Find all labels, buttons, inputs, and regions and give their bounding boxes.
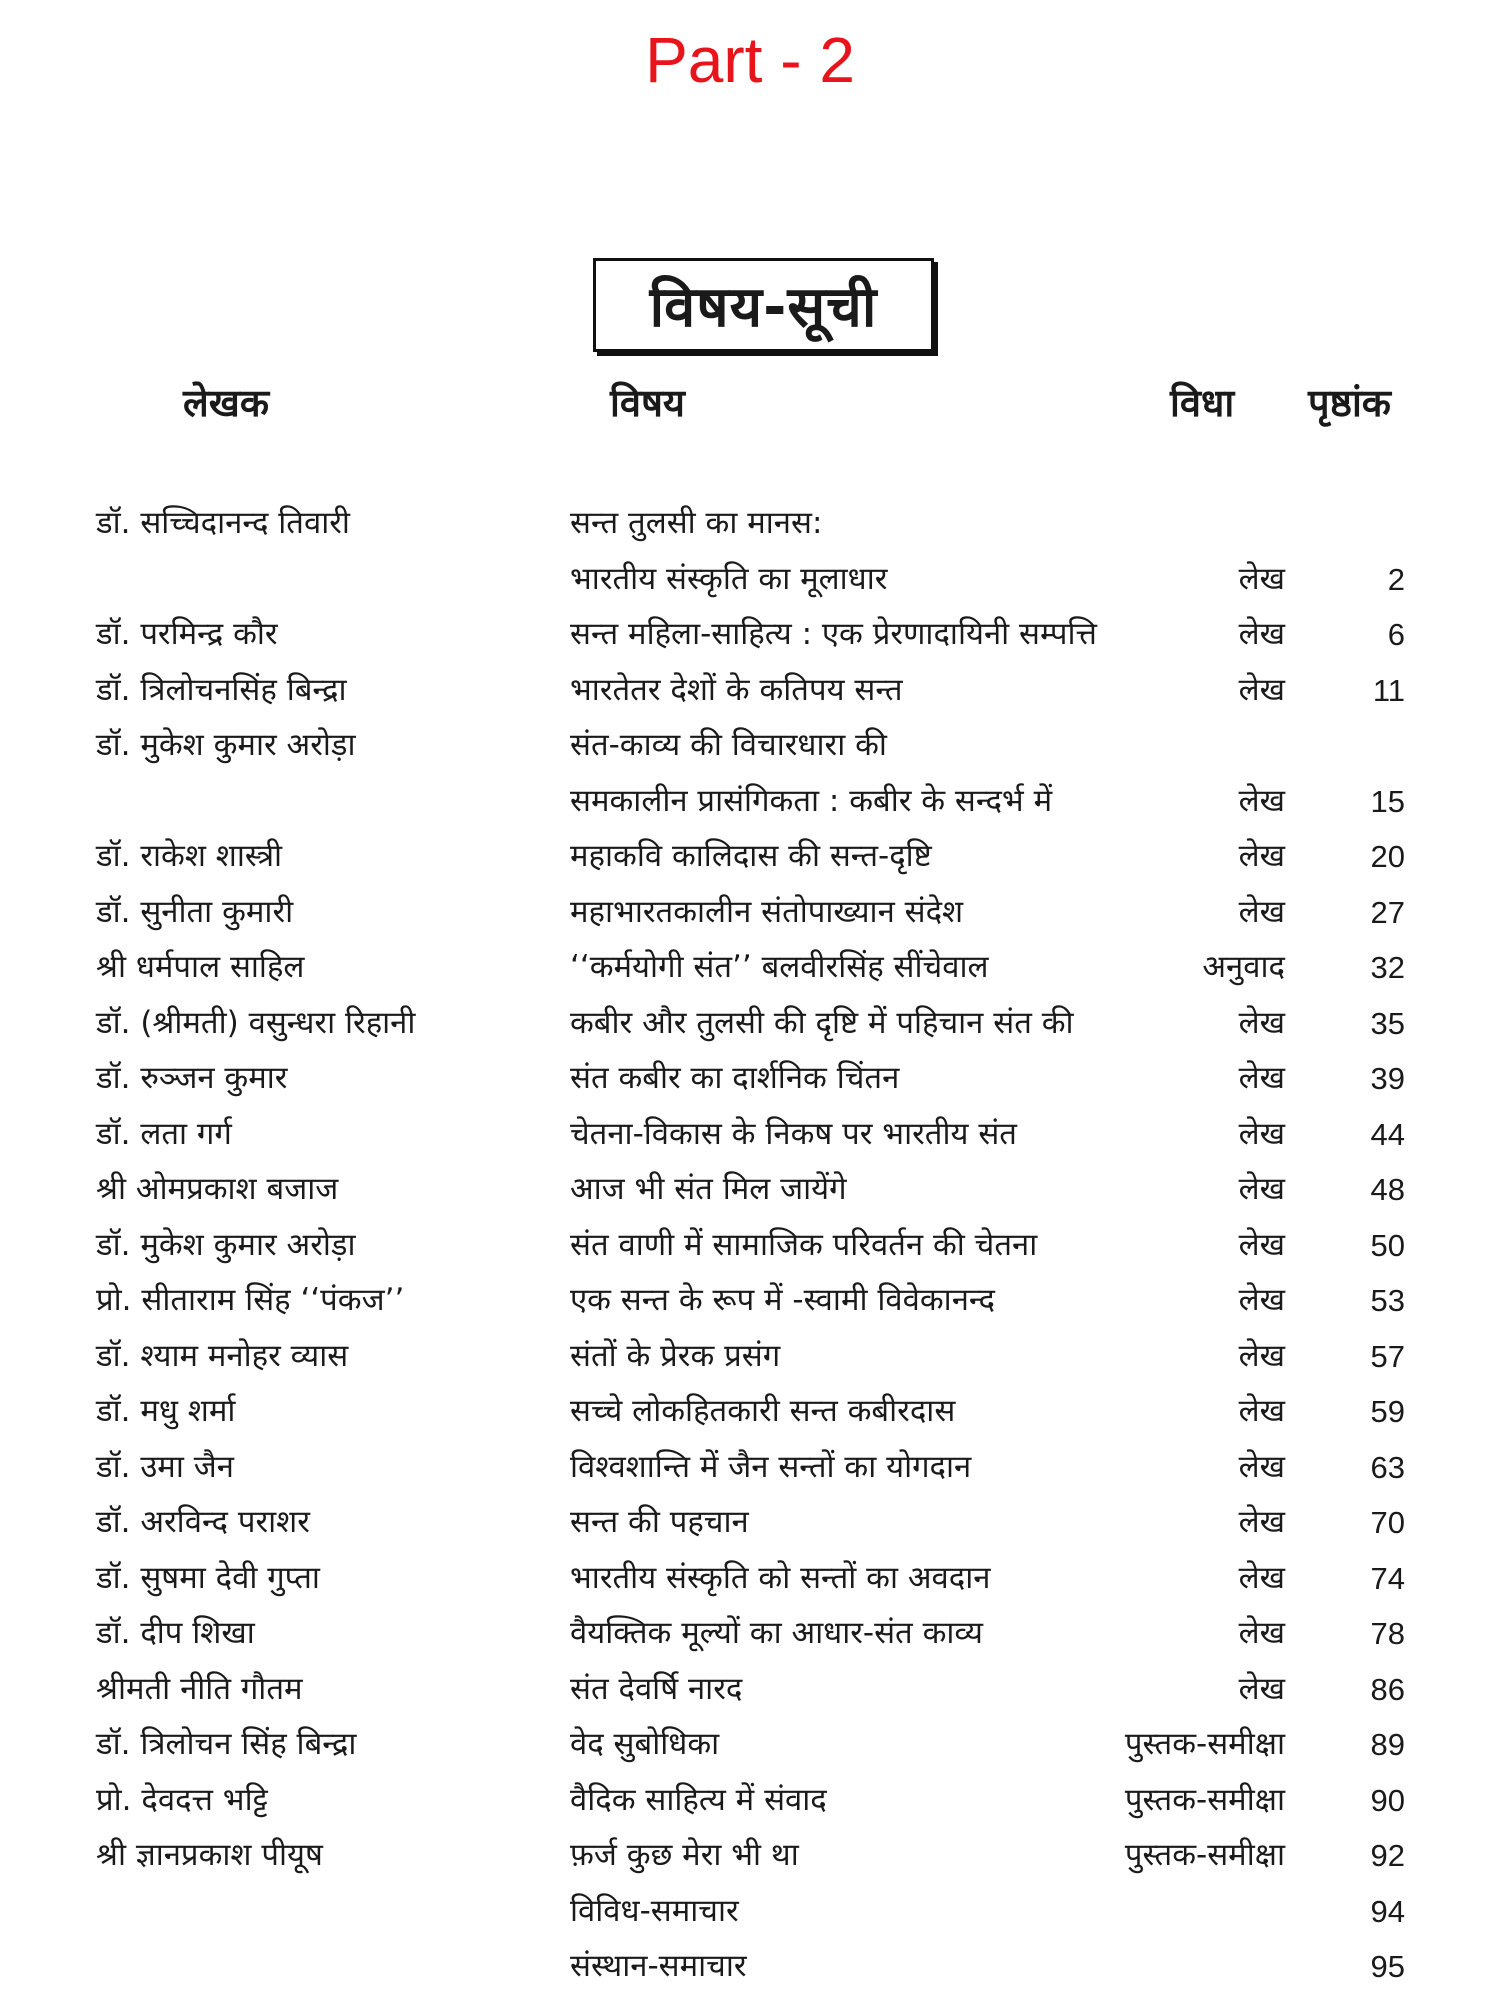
row-subject: संत देवर्षि नारद [570,1670,743,1707]
row-genre: लेख [1238,1615,1285,1651]
table-row [0,718,1500,774]
table-row [0,1717,1500,1773]
row-author: श्री ओमप्रकाश बजाज [96,1171,339,1207]
contents-table [0,496,1500,1995]
row-author: डॉ. (श्रीमती) वसुन्धरा रिहानी [96,1004,416,1041]
row-author: डॉ. राकेश शास्त्री [96,838,283,874]
table-row [0,1495,1500,1551]
row-page: 11 [1372,672,1405,708]
row-page: 2 [1387,561,1405,597]
row-genre: लेख [1238,1004,1285,1041]
row-genre: लेख [1238,1226,1285,1263]
row-subject: संत कबीर का दार्शनिक चिंतन [570,1060,900,1096]
row-page: 50 [1370,1227,1405,1263]
row-author: डॉ. अरविन्द पराशर [96,1504,310,1540]
row-genre: पुस्तक-समीक्षा [1124,1726,1285,1762]
row-author: श्रीमती नीति गौतम [96,1670,303,1707]
row-subject: महाकवि कालिदास की सन्त-दृष्टि [570,838,932,874]
row-author: डॉ. रुञ्जन कुमार [96,1060,288,1096]
column-header-author: लेखक [183,381,270,425]
row-genre: लेख [1238,838,1285,874]
table-row [0,996,1500,1052]
row-genre: लेख [1238,1504,1285,1540]
row-page: 53 [1370,1283,1405,1318]
row-subject: वैदिक साहित्य में संवाद [570,1781,827,1818]
table-row [0,940,1500,996]
row-author: प्रो. सीताराम सिंह ‘‘पंकज’’ [96,1282,405,1318]
row-subject: संस्थान-समाचार [570,1948,747,1984]
row-author: प्रो. देवदत्त भट्टि [96,1781,268,1818]
row-page: 27 [1370,894,1405,930]
row-genre: लेख [1238,1115,1285,1152]
row-author: डॉ. त्रिलोचन सिंह बिन्द्रा [96,1726,357,1762]
table-row [0,885,1500,941]
row-page: 15 [1370,783,1405,819]
table-row [0,1051,1500,1107]
row-subject: भारतीय संस्कृति को सन्तों का अवदान [570,1559,991,1596]
row-author: डॉ. त्रिलोचनसिंह बिन्द्रा [96,671,347,708]
row-subject: समकालीन प्रासंगिकता : कबीर के सन्दर्भ में [570,782,1053,819]
row-author: डॉ. मुकेश कुमार अरोड़ा [96,1226,356,1263]
table-row [0,1107,1500,1163]
row-page: 70 [1370,1505,1405,1540]
table-row [0,1773,1500,1829]
row-genre: लेख [1238,1337,1285,1374]
row-page: 95 [1370,1949,1405,1984]
row-genre: लेख [1238,1393,1285,1429]
table-row [0,1884,1500,1940]
row-genre: लेख [1238,616,1285,652]
row-subject: सन्त की पहचान [570,1504,749,1540]
row-genre: लेख [1238,560,1285,597]
row-genre: लेख [1238,1282,1285,1318]
table-row [0,496,1500,552]
row-page: 90 [1370,1782,1405,1818]
row-author: डॉ. मुकेश कुमार अरोड़ा [96,727,356,763]
part-label: Part - 2 [645,24,855,96]
row-page: 63 [1370,1449,1405,1485]
row-page: 94 [1370,1893,1405,1929]
table-row [0,552,1500,608]
row-page: 92 [1370,1838,1405,1873]
table-row [0,1384,1500,1440]
table-row [0,1162,1500,1218]
table-row [0,1828,1500,1884]
table-row [0,1662,1500,1718]
row-page: 6 [1387,617,1405,652]
column-header-subject: विषय [610,381,685,425]
row-subject: विश्वशान्ति में जैन सन्तों का योगदान [570,1448,972,1485]
row-subject: संत-काव्य की विचारधारा की [570,727,887,763]
row-subject: वैयक्तिक मूल्यों का आधार-संत काव्य [570,1615,983,1651]
row-genre: अनुवाद [1202,949,1285,985]
row-author: डॉ. सुनीता कुमारी [96,893,294,930]
table-row [0,774,1500,830]
column-header-genre: विधा [1170,381,1235,425]
row-author: डॉ. दीप शिखा [96,1615,255,1651]
row-subject: विविध-समाचार [570,1892,739,1929]
row-author: श्री ज्ञानप्रकाश पीयूष [96,1837,323,1873]
row-genre: लेख [1238,1670,1285,1707]
table-row [0,1606,1500,1662]
row-subject: वेद सुबोधिका [570,1726,720,1762]
row-genre: लेख [1238,1060,1285,1096]
table-row [0,607,1500,663]
row-author: श्री धर्मपाल साहिल [96,949,305,985]
row-page: 86 [1370,1671,1405,1707]
row-genre: पुस्तक-समीक्षा [1124,1837,1285,1873]
row-genre: लेख [1238,671,1285,708]
row-page: 48 [1370,1172,1405,1207]
row-subject: कबीर और तुलसी की दृष्टि में पहिचान संत की [570,1004,1074,1041]
table-row [0,1939,1500,1995]
row-genre: लेख [1238,893,1285,930]
row-genre: लेख [1238,1559,1285,1596]
row-page: 35 [1370,1005,1405,1041]
row-genre: पुस्तक-समीक्षा [1124,1781,1285,1818]
row-subject: संत वाणी में सामाजिक परिवर्तन की चेतना [570,1226,1038,1263]
table-row [0,1218,1500,1274]
row-subject: सच्चे लोकहितकारी सन्त कबीरदास [570,1393,956,1429]
row-page: 74 [1370,1560,1405,1596]
row-author: डॉ. सुषमा देवी गुप्ता [96,1559,320,1596]
row-subject: सन्त महिला-साहित्य : एक प्रेरणादायिनी सम्पत्ति [570,616,1097,652]
row-subject: एक सन्त के रूप में -स्वामी विवेकानन्द [570,1282,995,1318]
row-subject: संतों के प्रेरक प्रसंग [570,1337,781,1374]
row-genre: लेख [1238,1171,1285,1207]
row-page: 59 [1370,1394,1405,1429]
row-author: डॉ. सच्चिदानन्द तिवारी [96,505,350,541]
row-author: डॉ. परमिन्द्र कौर [96,616,278,652]
table-row [0,1440,1500,1496]
column-header-page: पृष्ठांक [1308,381,1391,425]
row-subject: आज भी संत मिल जायेंगे [570,1171,847,1207]
row-subject: चेतना-विकास के निकष पर भारतीय संत [570,1115,1017,1152]
row-author: डॉ. श्याम मनोहर व्यास [96,1337,349,1374]
row-author: डॉ. लता गर्ग [96,1115,232,1152]
table-row [0,1329,1500,1385]
row-page: 44 [1370,1116,1405,1152]
row-subject: भारतीय संस्कृति का मूलाधार [570,560,888,597]
row-page: 20 [1370,839,1405,874]
table-row [0,829,1500,885]
row-page: 39 [1370,1061,1405,1096]
row-author: डॉ. मधु शर्मा [96,1393,236,1429]
row-page: 78 [1370,1616,1405,1651]
table-row [0,663,1500,719]
row-page: 89 [1370,1727,1405,1762]
row-subject: फ़र्ज कुछ मेरा भी था [570,1837,799,1873]
row-subject: सन्त तुलसी का मानस: [570,505,823,541]
row-subject: ‘‘कर्मयोगी संत’’ बलवीरसिंह सींचेवाल [570,949,989,985]
row-author: डॉ. उमा जैन [96,1448,234,1485]
row-subject: महाभारतकालीन संतोपाख्यान संदेश [570,893,964,930]
table-row [0,1551,1500,1607]
row-genre: लेख [1238,782,1285,819]
row-page: 57 [1370,1338,1405,1374]
row-genre: लेख [1238,1448,1285,1485]
table-row [0,1273,1500,1329]
row-page: 32 [1370,950,1405,985]
row-subject: भारतेतर देशों के कतिपय सन्त [570,671,903,708]
page-title: विषय-सूची [593,258,934,352]
